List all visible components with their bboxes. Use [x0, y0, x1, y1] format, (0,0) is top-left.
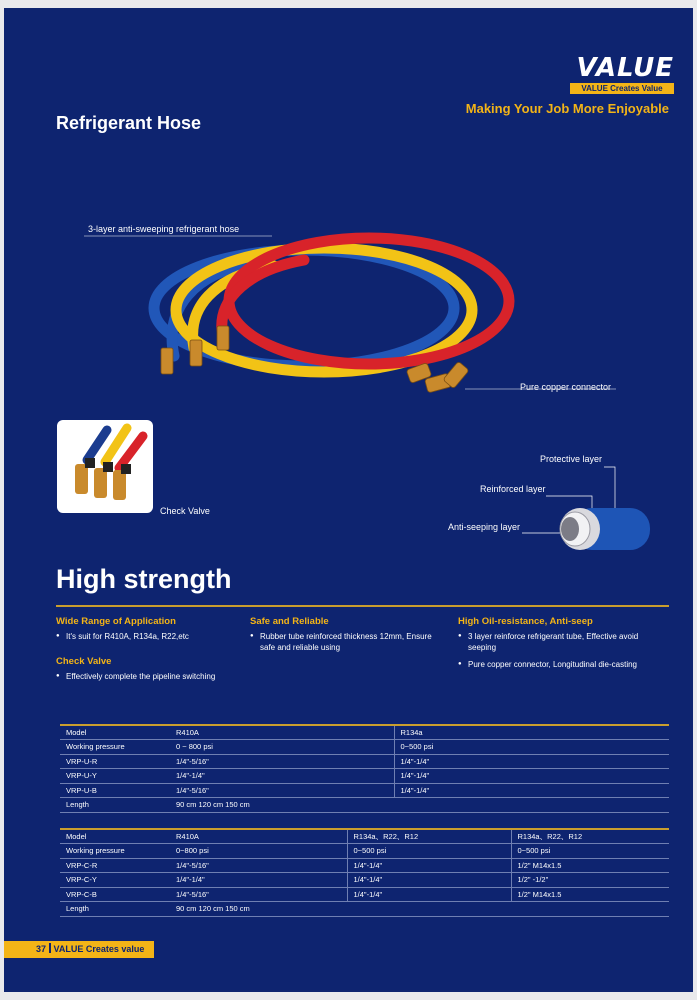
table-header-row [60, 829, 669, 844]
section-divider [56, 605, 669, 607]
table-cell: 1/4"-1/4" [347, 873, 511, 888]
table-cell: 0 ~ 800 psi [170, 740, 394, 755]
table-cell: R134a、R22、R12 [511, 829, 669, 844]
connector-callout-label: Pure copper connector [520, 382, 612, 392]
feature-heading: Wide Range of Application [56, 616, 176, 627]
table-cell: VRP-C-B [60, 887, 170, 902]
table-cell: VRP-U-B [60, 783, 170, 798]
table-cell: 1/4"-5/16" [170, 887, 347, 902]
table-row [60, 740, 669, 755]
table-cell: Length [60, 798, 170, 813]
check-valve-photo [57, 420, 153, 513]
product-title: Refrigerant Hose [56, 113, 202, 133]
hose-layer-diagram [560, 508, 650, 550]
table-cell: 1/4"-1/4" [347, 858, 511, 873]
table-row [60, 783, 669, 798]
table-cell: 90 cm 120 cm 150 cm [170, 902, 669, 917]
table-cell: 1/2" M14x1.5 [511, 887, 669, 902]
table-cell: Working pressure [60, 740, 170, 755]
table-cell: Model [60, 829, 170, 844]
protective-layer-label: Protective layer [540, 454, 603, 464]
table-row [60, 798, 669, 813]
table-cell: VRP-U-Y [60, 769, 170, 784]
anti-seeping-layer-label: Anti-seeping layer [448, 522, 521, 532]
slogan: Making Your Job More Enjoyable [465, 101, 669, 116]
table-cell: 1/4"-5/16" [170, 858, 347, 873]
table-row [60, 769, 669, 784]
feature-heading: High Oil-resistance, Anti-seep [458, 616, 593, 627]
feature-item: ● It's suit for R410A, R134a, R22,etc [56, 631, 236, 642]
feature-safe-reliable [250, 616, 435, 659]
table-cell: 1/4"-1/4" [394, 754, 669, 769]
feature-heading: Check Valve [56, 656, 112, 667]
footer-text: VALUE Creates value [53, 944, 145, 954]
spec-table-check-valve [60, 828, 669, 917]
protective-callout-line [604, 467, 615, 513]
page-footer [4, 941, 154, 958]
table-row [60, 754, 669, 769]
table-cell: Working pressure [60, 844, 170, 859]
section-title: High strength [56, 564, 232, 594]
table-cell: R134a、R22、R12 [347, 829, 511, 844]
table-cell: VRP-U-R [60, 754, 170, 769]
table-cell: VRP-C-R [60, 858, 170, 873]
table-cell: 0~800 psi [170, 844, 347, 859]
feature-item: ● Pure copper connector, Longitudinal die-casting [458, 659, 658, 670]
table-cell: 1/4"-5/16" [170, 783, 394, 798]
logo-wordmark: VALUE [576, 53, 674, 83]
table-cell: 0~500 psi [394, 740, 669, 755]
feature-item: ● 3 layer reinforce refrigerant tube, Effective avoid seeping [458, 631, 658, 653]
feature-item: ● Rubber tube reinforced thickness 12mm, Ensure safe and reliable using [250, 631, 435, 653]
table-cell: 90 cm 120 cm 150 cm [170, 798, 669, 813]
table-cell: R134a [394, 725, 669, 740]
table-cell: 1/4"-5/16" [170, 754, 394, 769]
table-cell: 1/4"-1/4" [394, 783, 669, 798]
table-cell: R410A [170, 725, 394, 740]
table-row [60, 902, 669, 917]
spec-table-universal [60, 724, 669, 813]
table-cell: VRP-C-Y [60, 873, 170, 888]
table-cell: 1/4"-1/4" [170, 769, 394, 784]
logo-tagline: VALUE Creates Value [570, 83, 674, 94]
table-cell: Length [60, 902, 170, 917]
table-row [60, 844, 669, 859]
table-cell: R410A [170, 829, 347, 844]
table-cell: 1/4"-1/4" [170, 873, 347, 888]
feature-heading: Safe and Reliable [250, 616, 329, 627]
table-cell: 1/2" -1/2" [511, 873, 669, 888]
table-row [60, 858, 669, 873]
hose-callout-label: 3-layer anti-sweeping refrigerant hose [88, 224, 240, 234]
table-header-row [60, 725, 669, 740]
feature-oil-resistance [458, 616, 658, 676]
table-cell: 1/4"-1/4" [347, 887, 511, 902]
catalog-page [4, 8, 693, 992]
table-cell: 0~500 psi [511, 844, 669, 859]
feature-wide-range [56, 616, 236, 648]
feature-item: ● Effectively complete the pipeline switching [56, 671, 236, 682]
table-row [60, 887, 669, 902]
table-cell: 0~500 psi [347, 844, 511, 859]
table-cell: Model [60, 725, 170, 740]
feature-check-valve [56, 656, 236, 688]
table-row [60, 873, 669, 888]
check-valve-label: Check Valve [160, 506, 210, 516]
reinforced-layer-label: Reinforced layer [480, 484, 546, 494]
page-number: 37 [36, 944, 47, 954]
footer-divider [49, 943, 51, 953]
table-cell: 1/4"-1/4" [394, 769, 669, 784]
table-cell: 1/2" M14x1.5 [511, 858, 669, 873]
